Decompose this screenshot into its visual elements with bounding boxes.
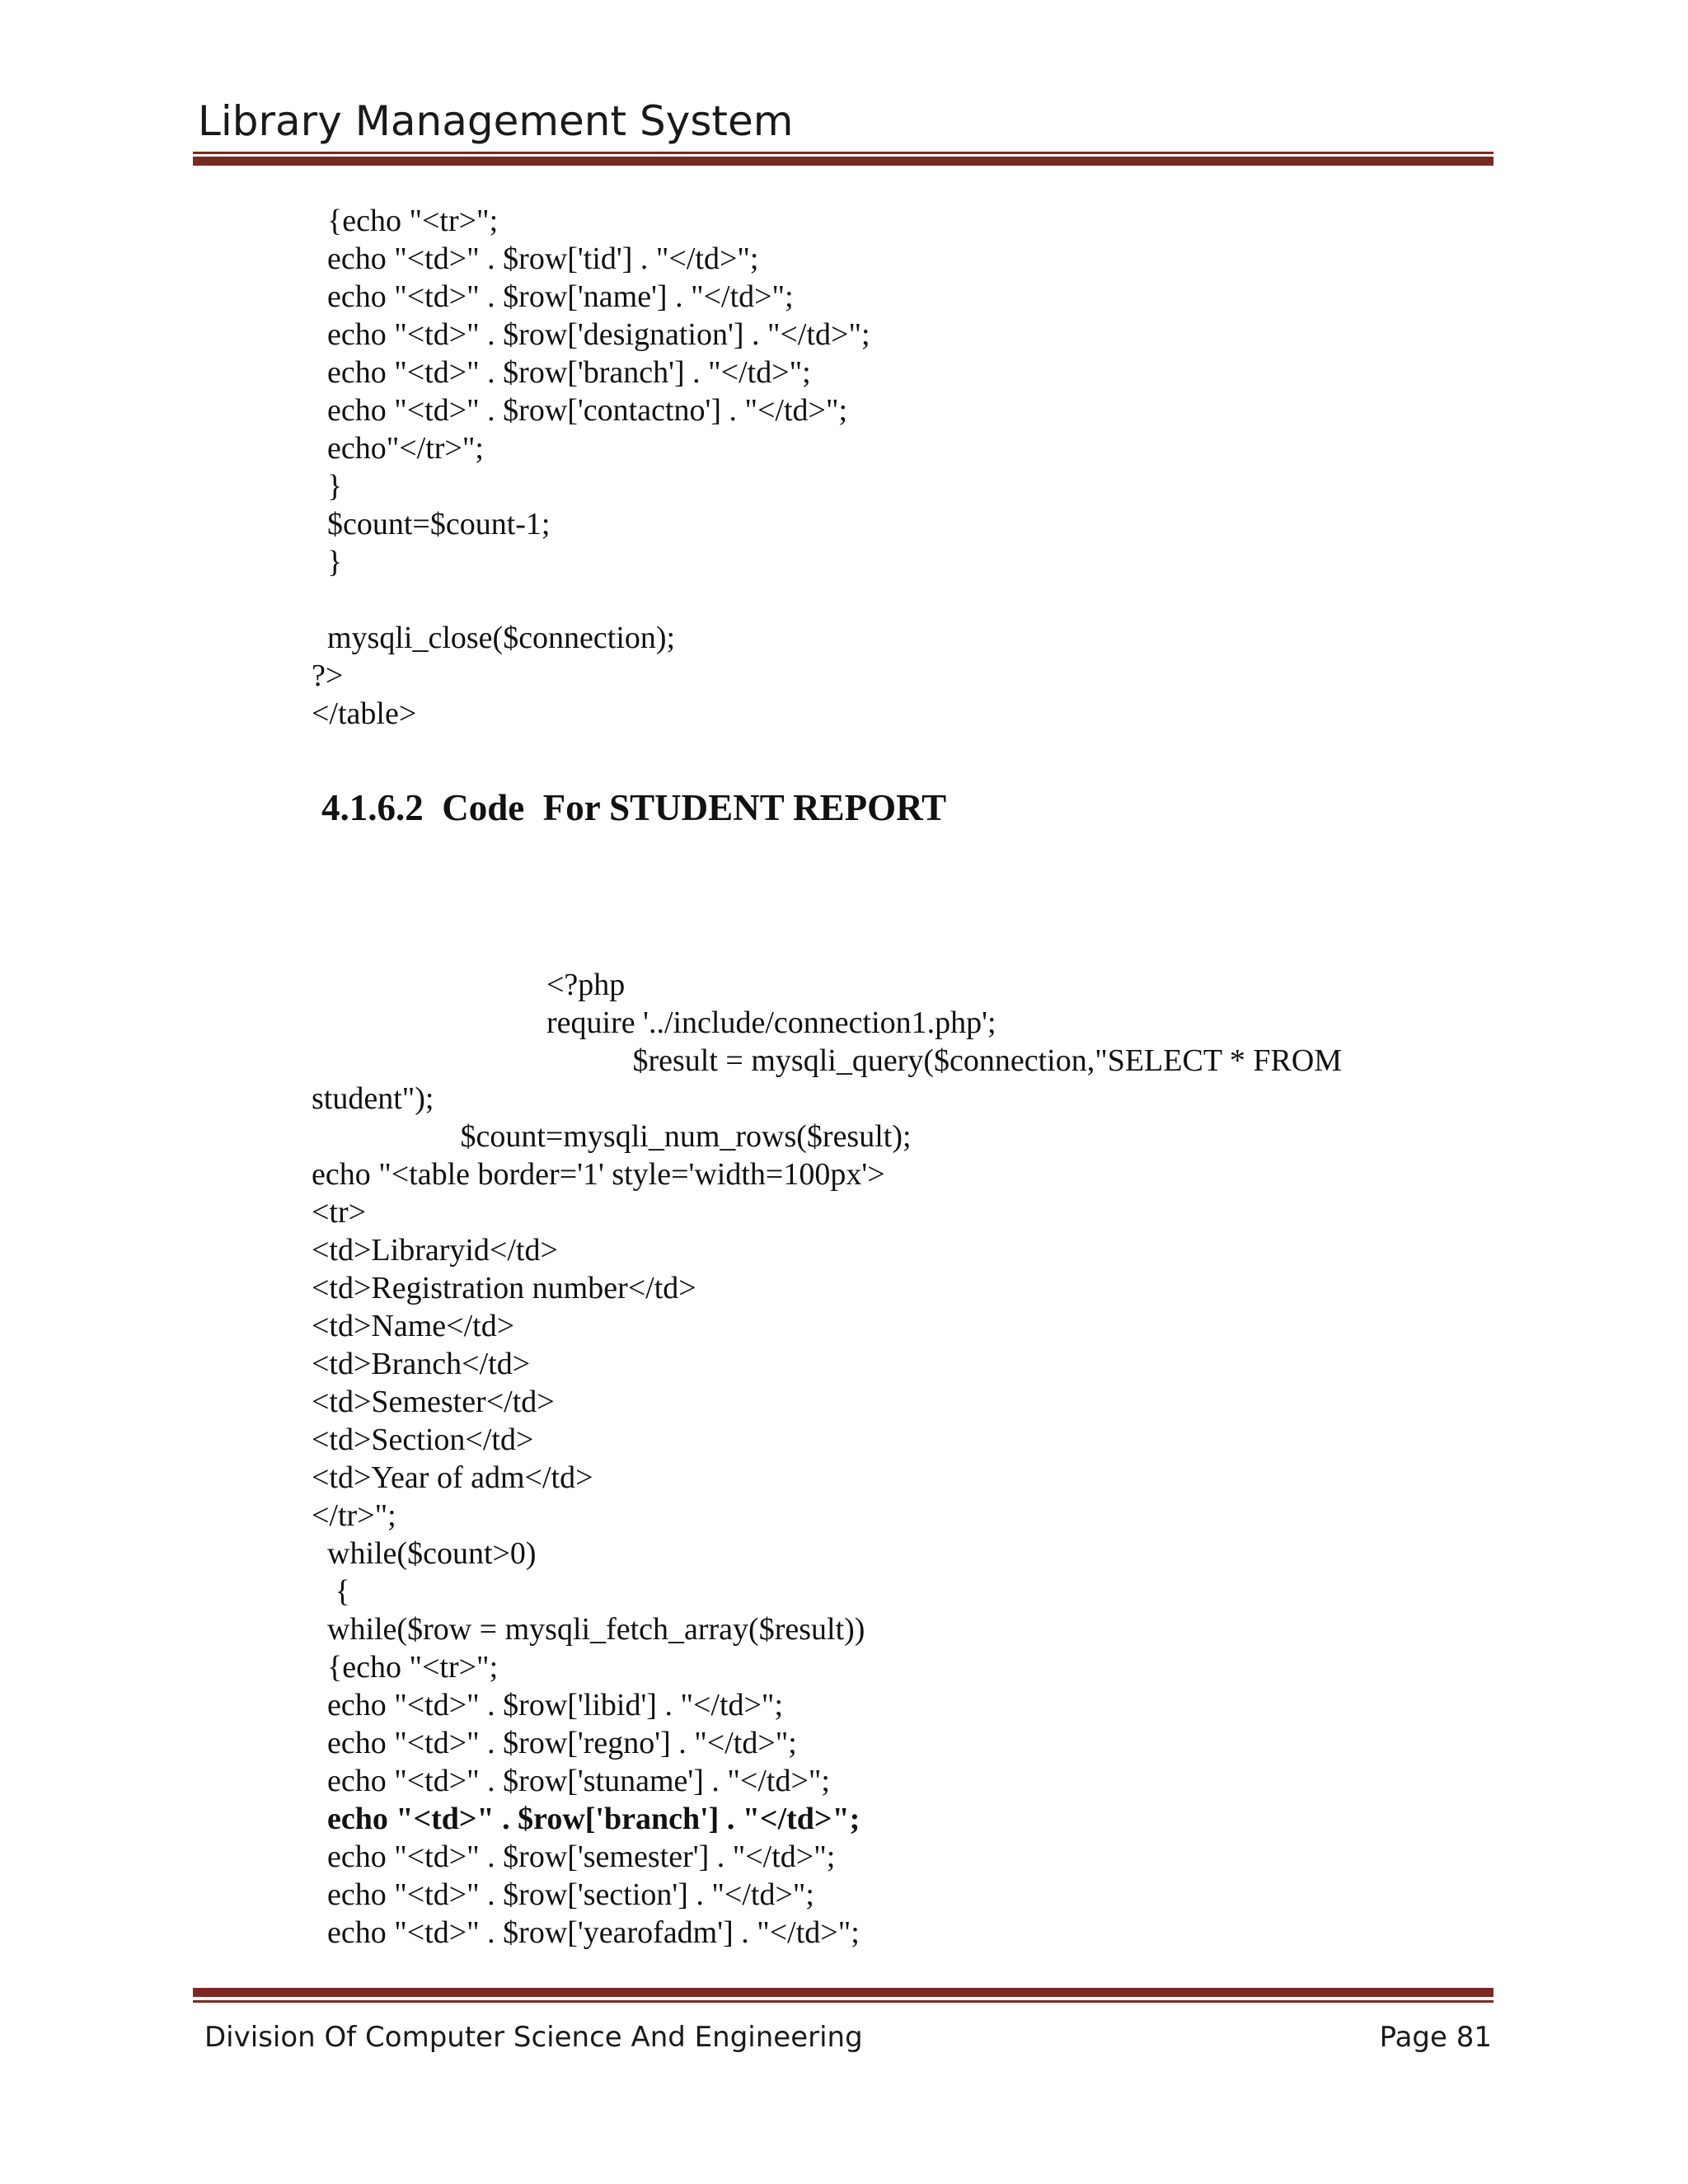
footer-page-number: Page 81 bbox=[1379, 2021, 1492, 2054]
code-line: echo "<td>" . $row['branch'] . "</td>"; bbox=[312, 1802, 860, 1836]
code-line: echo "<td>" . $row['stuname'] . "</td>"; bbox=[312, 1764, 830, 1798]
code-line: echo "<td>" . $row['name'] . "</td>"; bbox=[312, 279, 794, 314]
code-line: $count=$count-1; bbox=[312, 507, 551, 541]
section-heading bbox=[321, 786, 946, 829]
code-line: </tr>"; bbox=[312, 1498, 396, 1533]
code-line: echo "<td>" . $row['designation'] . "</td>"; bbox=[312, 317, 870, 352]
code-line bbox=[312, 581, 870, 619]
code-line: echo "<td>" . $row['tid'] . "</td>"; bbox=[312, 241, 759, 276]
code-line: student"); bbox=[312, 1081, 434, 1116]
code-line: echo "<td>" . $row['branch'] . "</td>"; bbox=[312, 355, 811, 390]
footer-division: Division Of Computer Science And Engineering bbox=[204, 2021, 863, 2054]
code-line: while($row = mysqli_fetch_array($result)) bbox=[312, 1612, 865, 1647]
code-line: <td>Semester</td> bbox=[312, 1385, 555, 1419]
section-title: Code For STUDENT REPORT bbox=[442, 787, 947, 828]
code-line: <td>Libraryid</td> bbox=[312, 1233, 558, 1268]
code-line: <td>Name</td> bbox=[312, 1309, 515, 1343]
code-line: { bbox=[312, 1574, 350, 1609]
code-line: <td>Registration number</td> bbox=[312, 1271, 696, 1305]
code-line: <td>Branch</td> bbox=[312, 1347, 531, 1381]
code-line: } bbox=[312, 545, 343, 579]
footer-rule-thin bbox=[193, 2000, 1493, 2003]
code-line: require '../include/connection1.php'; bbox=[312, 1005, 996, 1040]
header-rule-thin bbox=[193, 152, 1493, 154]
page-header-title: Library Management System bbox=[198, 97, 794, 145]
code-line: } bbox=[312, 469, 343, 504]
code-line: $result = mysqli_query($connection,"SELECT * FROM bbox=[312, 1043, 1343, 1078]
code-line: mysqli_close($connection); bbox=[312, 621, 676, 655]
code-line: echo "<td>" . $row['contactno'] . "</td>"; bbox=[312, 393, 848, 428]
code-line: echo "<td>" . $row['regno'] . "</td>"; bbox=[312, 1726, 797, 1760]
footer-rule-thick bbox=[193, 1988, 1493, 1997]
code-line: $count=mysqli_num_rows($result); bbox=[312, 1119, 912, 1154]
section-number: 4.1.6.2 bbox=[321, 787, 424, 828]
code-line: echo "<table border='1' style='width=100px'> bbox=[312, 1157, 885, 1192]
code-line: echo "<td>" . $row['section'] . "</td>"; bbox=[312, 1877, 814, 1912]
code-line: {echo "<tr>"; bbox=[312, 204, 499, 238]
code-line: echo "<td>" . $row['semester'] . "</td>"; bbox=[312, 1840, 836, 1874]
code-line: {echo "<tr>"; bbox=[312, 1650, 499, 1685]
code-line: </table> bbox=[312, 696, 417, 731]
code-line: <tr> bbox=[312, 1195, 367, 1230]
code-block-top bbox=[312, 202, 870, 733]
header-rule-thick bbox=[193, 157, 1493, 166]
code-line: ?> bbox=[312, 658, 344, 693]
code-line: echo"</tr>"; bbox=[312, 431, 484, 466]
code-block-bottom bbox=[312, 966, 1342, 1952]
code-line: echo "<td>" . $row['libid'] . "</td>"; bbox=[312, 1688, 784, 1722]
code-line: while($count>0) bbox=[312, 1536, 537, 1571]
code-line: <?php bbox=[312, 968, 626, 1002]
code-line: <td>Section</td> bbox=[312, 1422, 534, 1457]
code-line: <td>Year of adm</td> bbox=[312, 1460, 593, 1495]
code-line: echo "<td>" . $row['yearofadm'] . "</td>"; bbox=[312, 1915, 860, 1950]
